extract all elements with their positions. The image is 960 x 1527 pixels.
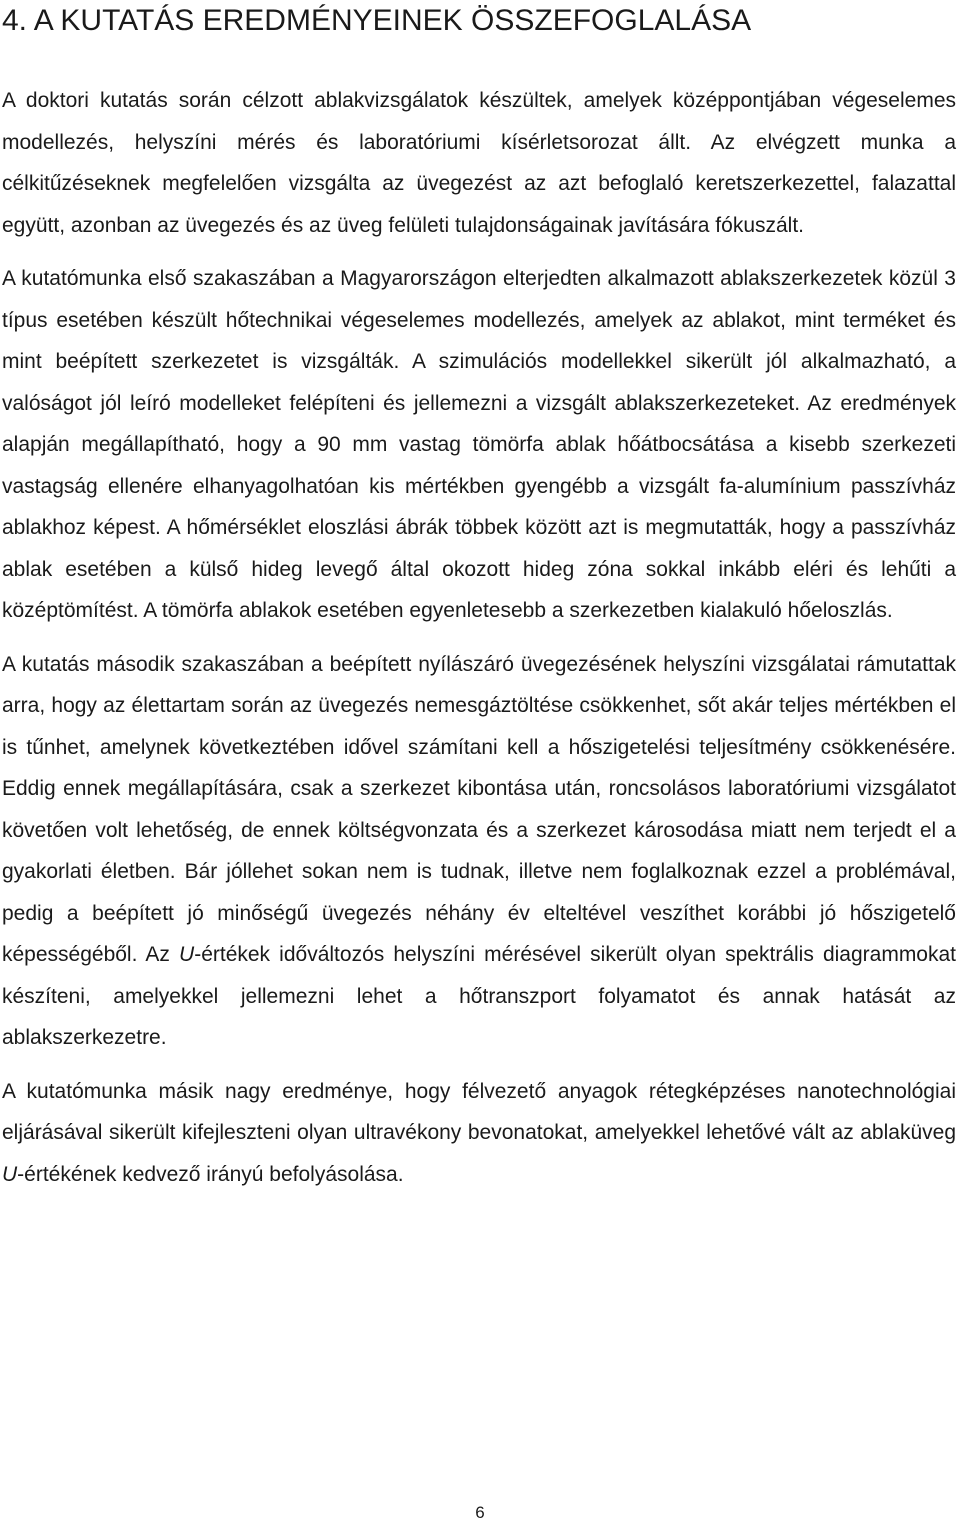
paragraph-intro	[2, 80, 956, 246]
paragraph-second-phase-text-a: A kutatás második szakaszában a beépített nyílászáró üvegezésének helyszíni vizsgálatai rámutattak arra, hogy az élettartam során az üvegezés nemesgáztöltése csökkenhet, sőt akár teljes mértékben el is tűnhet, amelynek következtében idővel számítani kell a hőszigetelési teljesítmény csökkenésére. Eddig ennek megállapítására, csak a szerkezet kibontása után, roncsolásos laboratóriumi vizsgálatot követően volt lehetőség, de ennek költségvonzata és a szerkezet károsodása miatt nem terjedt el a gyakorlati életben. Bár jóllehet sokan nem is tudnak, illetve nem foglalkoznak ezzel a problémával, pedig a beépített jó minőségű üvegezés néhány év elteltével veszíthet korábbi jó hőszigetelő képességéből. Az	[2, 652, 956, 966]
paragraph-main-result-text-b: -értékének kedvező irányú befolyásolása.	[17, 1162, 404, 1186]
u-value-symbol: U	[179, 943, 195, 966]
body-text	[2, 80, 956, 1195]
paragraph-first-phase	[2, 258, 956, 632]
section-heading: 4. A KUTATÁS EREDMÉNYEINEK ÖSSZEFOGLALÁSA	[2, 4, 752, 37]
paragraph-intro-text: A doktori kutatás során célzott ablakvizsgálatok készültek, amelyek középpontjában végeselemes modellezés, helyszíni mérés és laboratóriumi kísérletsorozat állt. Az elvégzett munka a célkitűzéseknek megfelelően vizsgálta az üvegezést az azt befoglaló keretszerkezettel, falazattal együtt, azonban az üvegezés és az üveg felületi tulajdonságainak javítására fókuszált.	[2, 89, 956, 237]
paragraph-first-phase-text: A kutatómunka első szakaszában a Magyarországon elterjedten alkalmazott ablakszerkezetek közül 3 típus esetében készült hőtechnikai végeselemes modellezés, amelyek az ablakot, mint terméket és mint beépített szerkezetet is vizsgálták. A szimulációs modellekkel sikerült jól alkalmazható, a valóságot jól leíró modelleket felépíteni és jellemezni a vizsgált ablakszerkezeteket. Az eredmények alapján megállapítható, hogy a 90 mm vastag tömörfa ablak hőátbocsátása a kisebb szerkezeti vastagság ellenére elhanyagolhatóan kis mértékben gyengébb a vizsgált fa-alumínium passzívház ablakhoz képest. A hőmérséklet eloszlási ábrák többek között azt is megmutatták, hogy a passzívház ablak esetében a külső hideg levegő által okozott hideg zóna sokkal inkább eléri és lehűti a középtömítést. A tömörfa ablakok esetében egyenletesebb a szerkezetben kialakuló hőeloszlás.	[2, 267, 956, 622]
paragraph-second-phase-text-b: -értékek időváltozós helyszíni mérésével sikerült olyan spektrális diagrammokat készíteni, amelyekkel jellemezni lehet a hőtranszport folyamatot és annak hatását az ablakszerkezetre.	[2, 943, 957, 1049]
paragraph-main-result	[2, 1071, 956, 1196]
u-value-symbol: U	[2, 1162, 18, 1186]
paragraph-main-result-text-a: A kutatómunka másik nagy eredménye, hogy félvezető anyagok rétegképzéses nanotechnológiai eljárásával sikerült kifejleszteni olyan ultravékony bevonatokat, amelyekkel lehetővé vált az ablaküveg	[2, 1079, 956, 1144]
paragraph-second-phase	[2, 644, 956, 1059]
page-number: 6	[475, 1503, 485, 1522]
